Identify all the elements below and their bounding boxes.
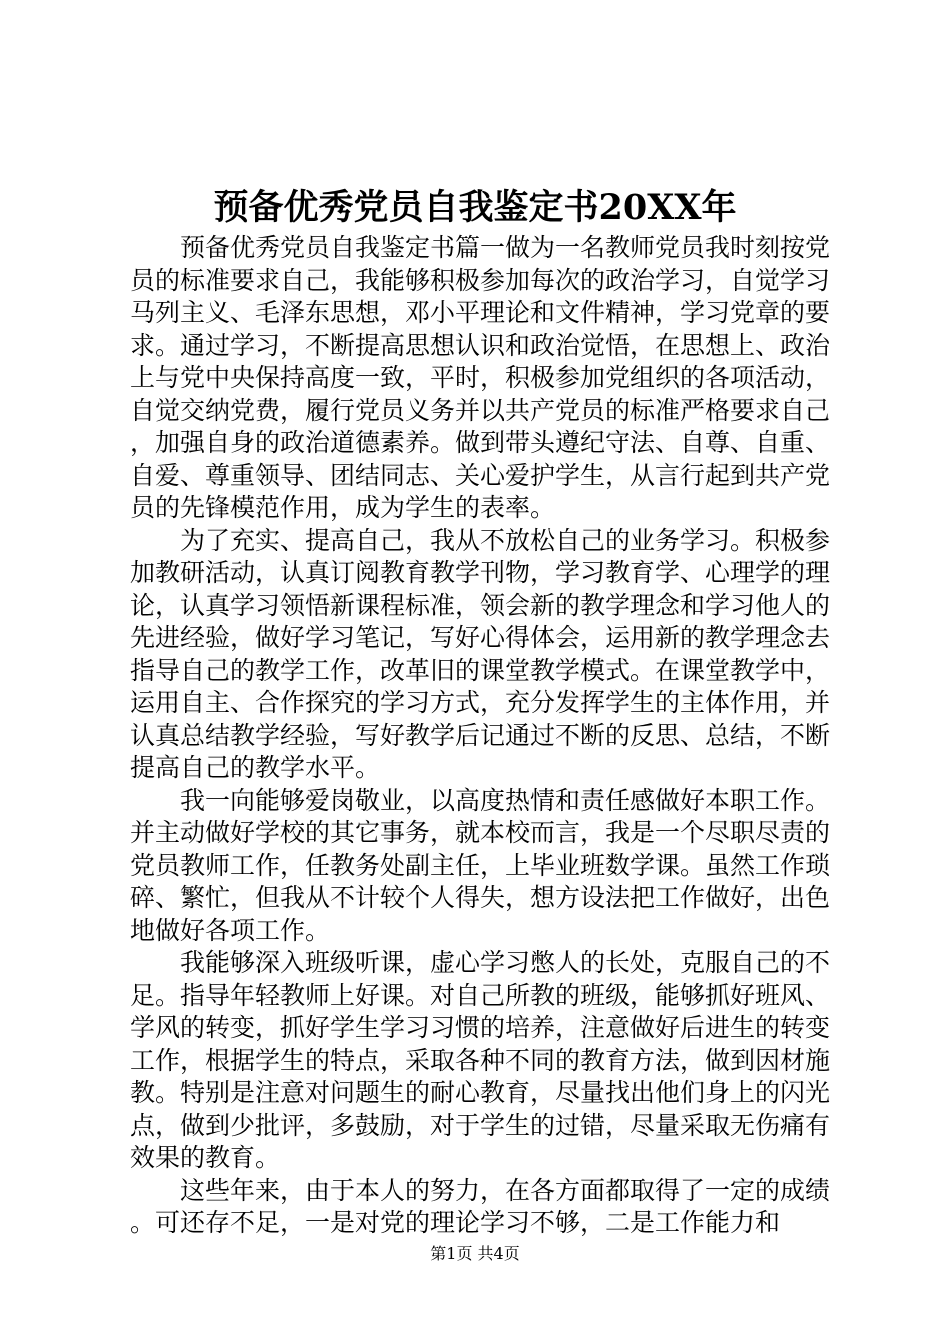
paragraph: 我一向能够爱岗敬业，以高度热情和责任感做好本职工作。并主动做好学校的其它事务，就本校而言，我是一个尽职尽责的党员教师工作，任教务处副主任，上毕业班数学课。虽然工作琐碎、繁忙，但我从不计较个人得失，想方设法把工作做好，出色地做好各项工作。 <box>130 785 831 945</box>
document-title: 预备优秀党员自我鉴定书20XX年 <box>213 187 737 228</box>
paragraph: 这些年来，由于本人的努力，在各方面都取得了一定的成绩。可还存不足，一是对党的理论学习不够，二是工作能力和 <box>130 1175 831 1237</box>
paragraph: 为了充实、提高自己，我从不放松自己的业务学习。积极参加教研活动，认真订阅教育教学刊物，学习教育学、心理学的理论，认真学习领悟新课程标准，领会新的教学理念和学习他人的先进经验，做好学习笔记，写好心得体会，运用新的教学理念去指导自己的教学工作，改革旧的课堂教学模式。在课堂教学中，运用自主、合作探究的学习方式，充分发挥学生的主体作用，并认真总结教学经验，写好教学后记通过不断的反思、总结，不断提高自己的教学水平。 <box>130 525 831 782</box>
page-footer: 第1页 共4页 <box>430 1244 520 1263</box>
document-body <box>130 232 830 1240</box>
paragraph: 我能够深入班级听课，虚心学习憋人的长处，克服自己的不足。指导年轻教师上好课。对自己所教的班级，能够抓好班风、学风的转变，抓好学生学习习惯的培养，注意做好后进生的转变工作，根据学生的特点，采取各种不同的教育方法，做到因材施教。特别是注意对问题生的耐心教育，尽量找出他们身上的闪光点，做到少批评，多鼓励，对于学生的过错，尽量采取无伤痛有效果的教育。 <box>130 948 831 1172</box>
paragraph: 预备优秀党员自我鉴定书篇一做为一名教师党员我时刻按党员的标准要求自己，我能够积极参加每次的政治学习，自觉学习马列主义、毛泽东思想，邓小平理论和文件精神，学习党章的要求。通过学习，不断提高思想认识和政治觉悟，在思想上、政治上与党中央保持高度一致，平时，积极参加党组织的各项活动，自觉交纳党费，履行党员义务并以共产党员的标准严格要求自己，加强自身的政治道德素养。做到带头遵纪守法、自尊、自重、自爱、尊重领导、团结同志、关心爱护学生，从言行起到共产党员的先锋模范作用，成为学生的表率。 <box>130 233 831 522</box>
